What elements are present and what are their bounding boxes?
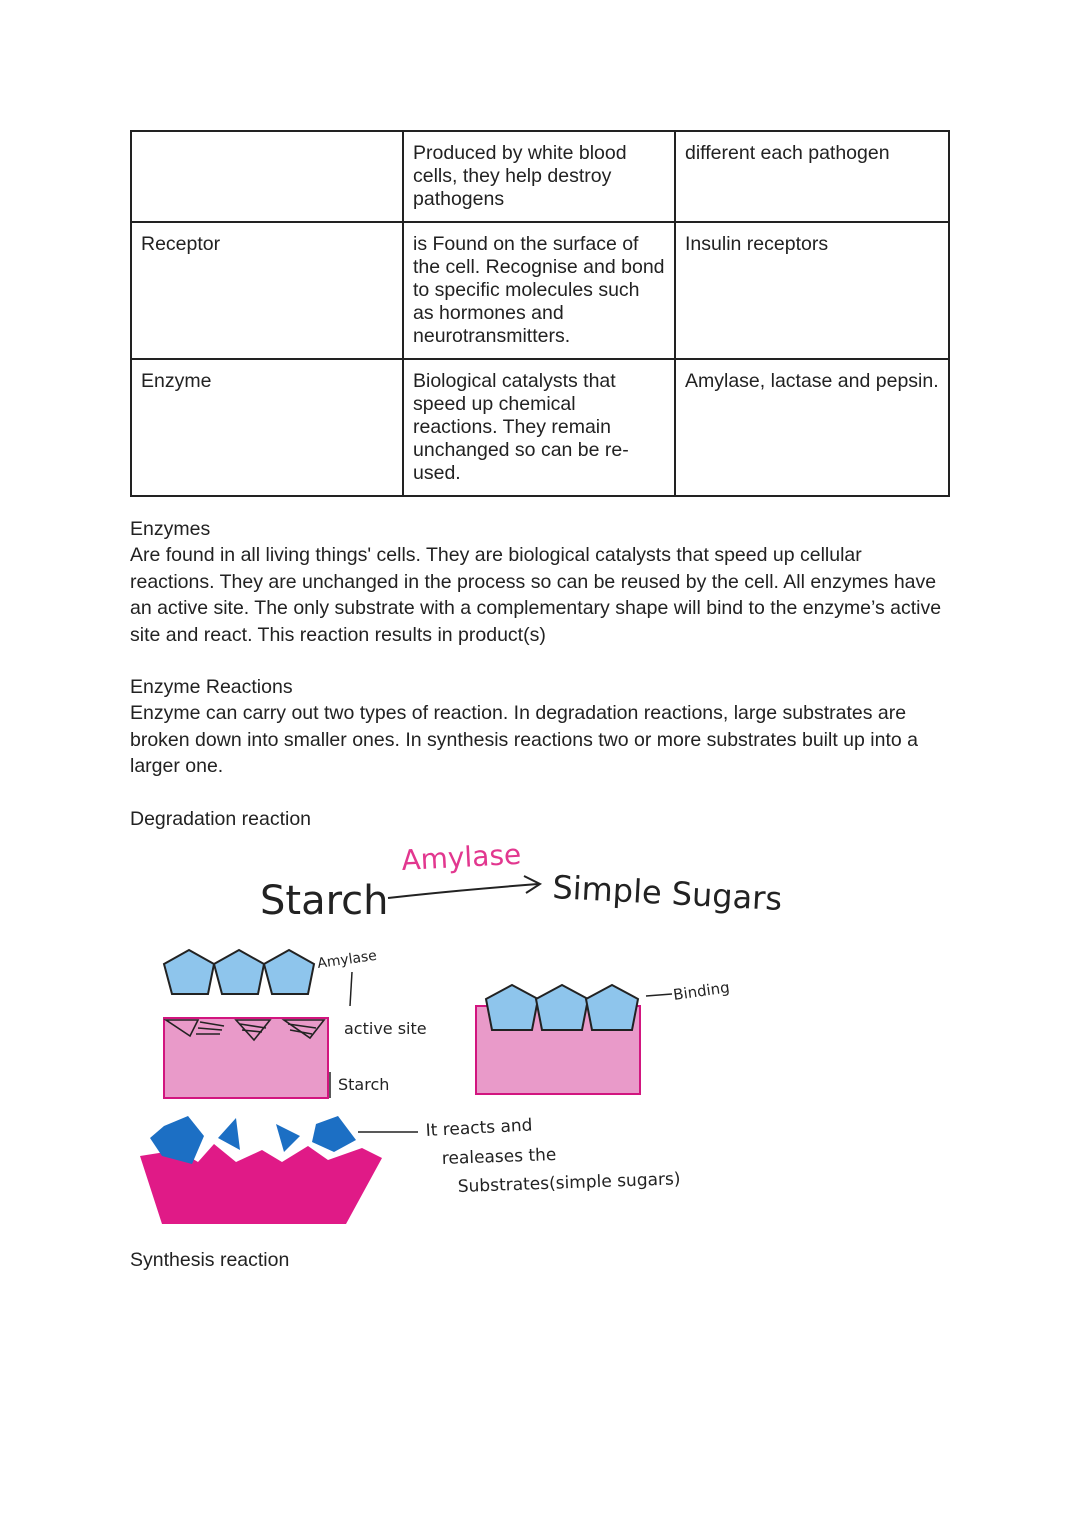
label-binding: Binding — [672, 978, 731, 1004]
label-releases-line3: Substrates(simple sugars) — [457, 1169, 681, 1197]
table-cell-definition: Biological catalysts that speed up chemical reactions. They remain unchanged so can be re-used. — [403, 359, 675, 496]
degradation-heading: Degradation reaction — [130, 808, 312, 830]
equation-reactant: Starch — [260, 878, 389, 924]
table-cell-example: Amylase, lactase and pepsin. — [675, 359, 949, 496]
released-products-icon — [140, 1116, 382, 1224]
table-cell-example: different each pathogen — [675, 131, 949, 222]
synthesis-heading: Synthesis reaction — [130, 1249, 290, 1271]
table-cell-example: Insulin receptors — [675, 222, 949, 359]
reactions-body: Enzyme can carry out two types of reaction. In degradation reactions, large substrates are broken down into smaller ones. In synthesis reactions two or more substrates built up into a larger one. — [130, 702, 918, 778]
enzymes-body: Are found in all living things' cells. They are biological catalysts that speed up cellular reactions. They are unchanged in the process so can be reused by the cell. All enzymes have an active site. The only substrate with a complementary shape will bind to the enzyme’s active site and react. This reaction results in product(s) — [130, 544, 942, 646]
table-cell-term: Enzyme — [131, 359, 403, 496]
equation-enzyme: Amylase — [400, 837, 522, 877]
bound-enzyme-icon — [476, 985, 640, 1094]
equation-product: Simple Sugars — [551, 868, 784, 919]
table-cell-definition: Produced by white blood cells, they help destroy pathogens — [403, 131, 675, 222]
label-releases-line1: It reacts and — [425, 1115, 533, 1141]
label-starch: Starch — [338, 1075, 390, 1094]
label-releases-line2: realeases the — [441, 1145, 557, 1169]
binding-pointer — [646, 994, 672, 996]
reaction-arrow-icon — [388, 876, 540, 898]
amylase-enzyme-icon — [164, 1018, 328, 1098]
table-cell-term: Receptor — [131, 222, 403, 359]
reactions-heading: Enzyme Reactions — [130, 676, 293, 698]
table-cell-definition: is Found on the surface of the cell. Recognise and bond to specific molecules such as hormones and neurotransmitters. — [403, 222, 675, 359]
starch-substrate-icon — [164, 950, 314, 994]
amylase-pointer — [350, 972, 352, 1006]
enzymes-heading: Enzymes — [130, 518, 211, 540]
label-amylase: Amylase — [316, 947, 378, 972]
label-active-site: active site — [344, 1019, 427, 1038]
